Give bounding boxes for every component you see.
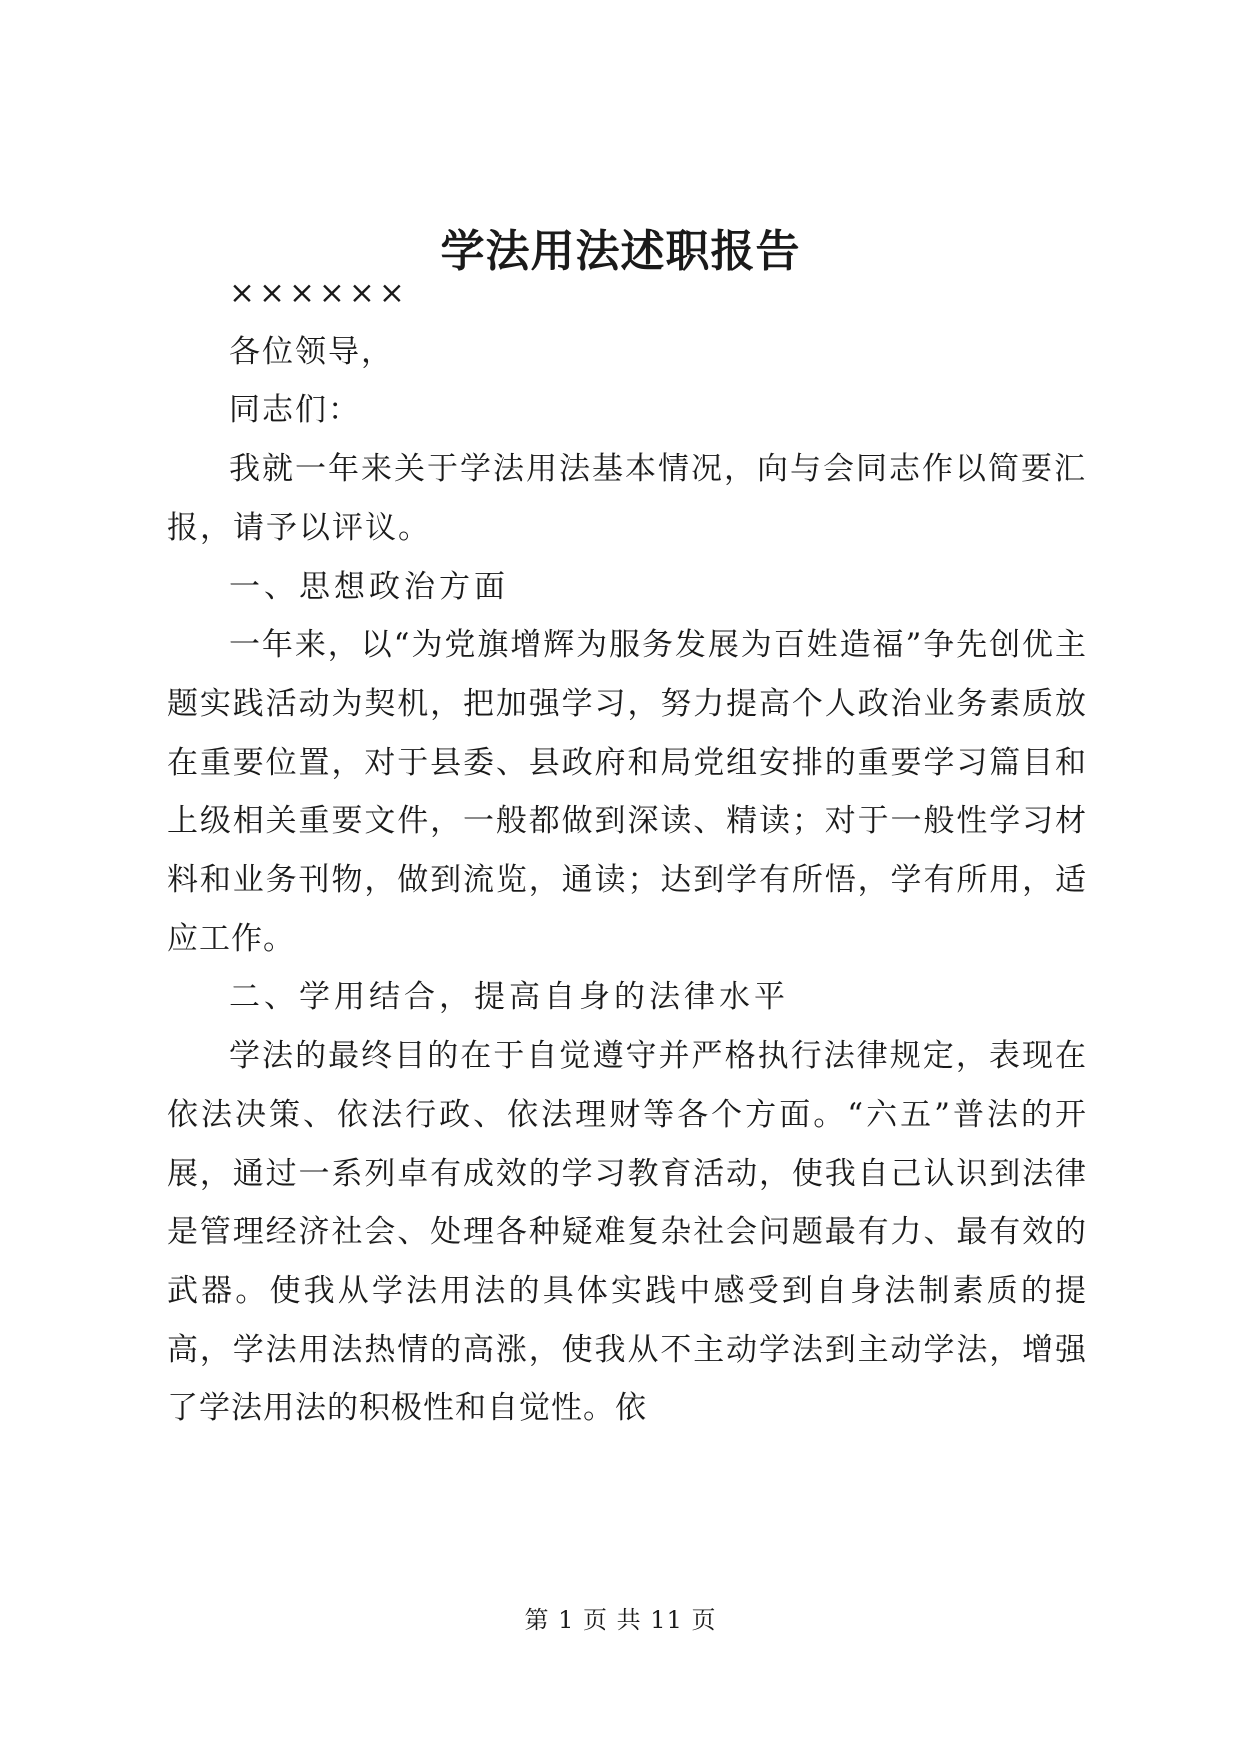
salutation-comrades: 同志们： [229,392,361,429]
page-footer: 第 1 页 共 11 页 [524,1606,717,1634]
paragraph-intro: 我就一年来关于学法用法基本情况，向与会同志作以简要汇报，请予以评议。 [167,451,1087,546]
document-title: 学法用法述职报告 [440,226,801,277]
salutation-leaders: 各位领导， [229,333,394,370]
paragraph-section-2: 学法的最终目的在于自觉遵守并严格执行法律规定，表现在依法决策、依法行政、依法理财等各个方面。“六五”普法的开展，通过一系列卓有成效的学习教育活动，使我自己认识到法律是管理经济社会、处理各种疑难复杂社会问题最有力、最有效的武器。使我从学法用法的具体实践中感受到自身法制素质的提高，学法用法热情的高涨，使我从不主动学法到主动学法，增强了学法用法的积极性和自觉性。依 [167,1038,1087,1427]
document-body [167,264,1087,1438]
author-placeholder: ×××××× [229,275,409,311]
section-heading-1: 一、思想政治方面 [229,568,509,605]
paragraph-section-1: 一年来，以“为党旗增辉为服务发展为百姓造福”争先创优主题实践活动为契机，把加强学习，努力提高个人政治业务素质放在重要位置，对于县委、县政府和局党组安排的重要学习篇目和上级相关重要文件，一般都做到深读、精读；对于一般性学习材料和业务刊物，做到流览，通读；达到学有所悟，学有所用，适应工作。 [167,627,1087,957]
section-heading-2: 二、学用结合，提高自身的法律水平 [229,979,789,1016]
